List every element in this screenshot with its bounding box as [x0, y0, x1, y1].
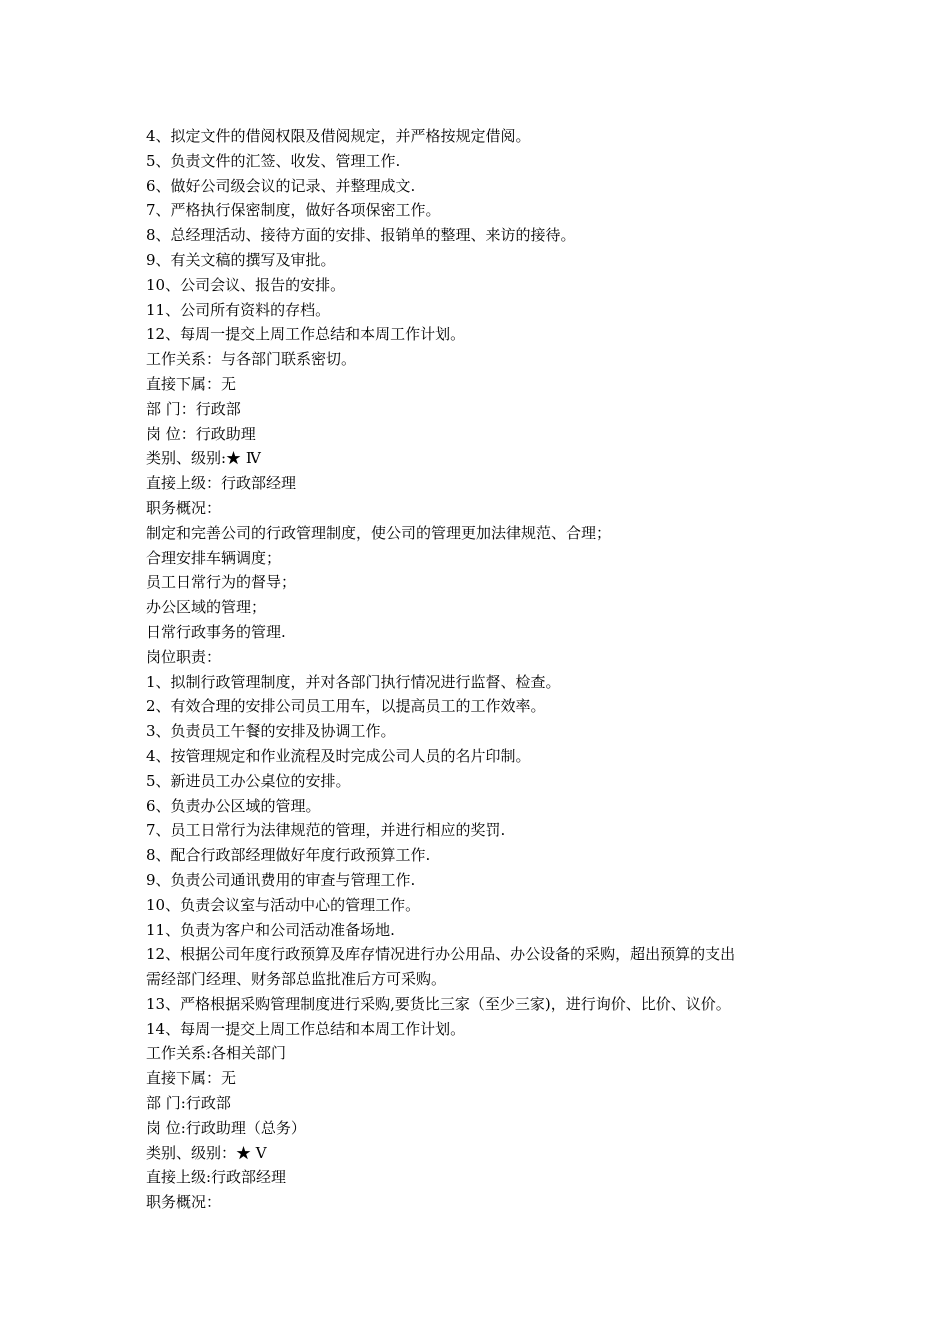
text-line: 9、有关文稿的撰写及审批。: [146, 250, 336, 269]
job-overview-heading: 职务概况：: [146, 1193, 222, 1212]
text-line: 5、负责文件的汇签、收发、管理工作.: [146, 151, 401, 170]
text-line: 合理安排车辆调度；: [146, 548, 282, 567]
text-line: 4、拟定文件的借阅权限及借阅规定，并严格按规定借阅。: [146, 127, 531, 145]
work-relation-line: 工作关系：与各部门联系密切。: [146, 350, 357, 369]
text-line: 12、每周一提交上周工作总结和本周工作计划。: [146, 325, 466, 344]
direct-subordinate-line: 直接下属：无: [146, 1069, 237, 1088]
text-line: 1、拟制行政管理制度，并对各部门执行情况进行监督、检查。: [146, 672, 561, 691]
text-line: 4、按管理规定和作业流程及时完成公司人员的名片印制。: [146, 746, 531, 765]
work-relation-line: 工作关系:各相关部门: [146, 1044, 287, 1063]
text-line: 办公区域的管理；: [146, 598, 267, 617]
position-line: 岗 位:行政助理（总务）: [146, 1118, 306, 1137]
text-line: 员工日常行为的督导；: [146, 573, 297, 592]
job-duties-heading: 岗位职责：: [146, 647, 222, 666]
department-line: 部 门:行政部: [146, 1094, 231, 1113]
text-line: 8、总经理活动、接待方面的安排、报销单的整理、来访的接待。: [146, 226, 576, 245]
direct-superior-line: 直接上级:行政部经理: [146, 1168, 287, 1187]
text-line: 13、严格根据采购管理制度进行采购,要货比三家（至少三家)，进行询价、比价、议价。: [146, 994, 731, 1013]
job-overview-heading: 职务概况：: [146, 498, 222, 517]
category-level-line: 类别、级别：★ Ⅴ: [146, 1143, 267, 1162]
text-line: 制定和完善公司的行政管理制度，使公司的管理更加法律规范、合理；: [146, 523, 612, 542]
text-line: 12、根据公司年度行政预算及库存情况进行办公用品、办公设备的采购，超出预算的支出: [146, 945, 736, 964]
text-line: 2、有效合理的安排公司员工用车，以提高员工的工作效率。: [146, 697, 546, 716]
category-level-line: 类别、级别:★ Ⅳ: [146, 449, 261, 468]
direct-superior-line: 直接上级：行政部经理: [146, 474, 297, 493]
text-line: 9、负责公司通讯费用的审查与管理工作.: [146, 870, 416, 889]
document-body: [146, 124, 826, 1215]
text-line: 7、员工日常行为法律规范的管理，并进行相应的奖罚.: [146, 821, 506, 840]
text-line: 8、配合行政部经理做好年度行政预算工作.: [146, 846, 431, 865]
department-line: 部 门：行政部: [146, 399, 241, 418]
text-line: 14、每周一提交上周工作总结和本周工作计划。: [146, 1019, 466, 1038]
text-line: 11、负责为客户和公司活动准备场地.: [146, 920, 395, 939]
direct-subordinate-line: 直接下属：无: [146, 374, 237, 393]
text-line: 6、负责办公区域的管理。: [146, 796, 321, 815]
text-line: 3、负责员工午餐的安排及协调工作。: [146, 722, 396, 741]
text-line: 10、公司会议、报告的安排。: [146, 275, 346, 294]
text-line: 5、新进员工办公桌位的安排。: [146, 771, 351, 790]
text-line: 7、严格执行保密制度，做好各项保密工作。: [146, 201, 441, 220]
text-line: 11、公司所有资料的存档。: [146, 300, 331, 319]
text-line: 日常行政事务的管理.: [146, 622, 286, 641]
text-line: 6、做好公司级会议的记录、并整理成文.: [146, 176, 416, 195]
text-line: 10、负责会议室与活动中心的管理工作。: [146, 895, 421, 914]
position-line: 岗 位：行政助理: [146, 424, 256, 443]
text-line: 需经部门经理、财务部总监批准后方可采购。: [146, 970, 447, 989]
